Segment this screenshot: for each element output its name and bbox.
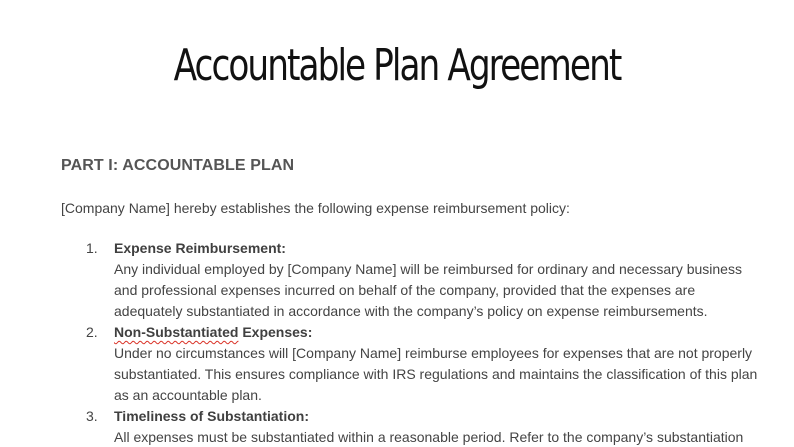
list-item xyxy=(61,322,761,406)
list-item-content xyxy=(114,238,761,322)
list-item-title xyxy=(114,322,761,343)
list-item-number: 2. xyxy=(86,324,98,340)
section-heading: PART I: ACCOUNTABLE PLAN xyxy=(61,157,295,174)
list-item-body: Under no circumstances will [Company Name] reimburse employees for expenses that are not properly substantiated. This ensures compliance with IRS regulations and maintains the classification of this plan as an accountable plan. xyxy=(114,345,758,403)
spellcheck-flagged-word[interactable]: Non-Substantiated xyxy=(114,324,239,340)
intro-paragraph: [Company Name] hereby establishes the following expense reimbursement policy: xyxy=(61,200,570,216)
list-item-title: Expense Reimbursement: xyxy=(114,240,286,256)
list-item-body: Any individual employed by [Company Name] will be reimbursed for ordinary and necessary business and professional expenses incurred on behalf of the company, provided that the expenses are adequately substantiated in accordance with the company’s policy on expense reimbursements. xyxy=(114,261,742,319)
list-item-number: 3. xyxy=(86,408,98,424)
list-item-body: All expenses must be substantiated within a reasonable period. Refer to the company’s substantiation xyxy=(114,429,744,445)
list-item-title-rest: Expenses: xyxy=(238,324,313,340)
list-item-content xyxy=(114,406,761,447)
list-item xyxy=(61,406,761,447)
list-item-title: Timeliness of Substantiation: xyxy=(114,408,309,424)
policy-list xyxy=(61,238,761,447)
list-item xyxy=(61,238,761,322)
list-item-number: 1. xyxy=(86,240,98,256)
list-item-content xyxy=(114,322,761,406)
document-title: Accountable Plan Agreement xyxy=(173,40,621,91)
